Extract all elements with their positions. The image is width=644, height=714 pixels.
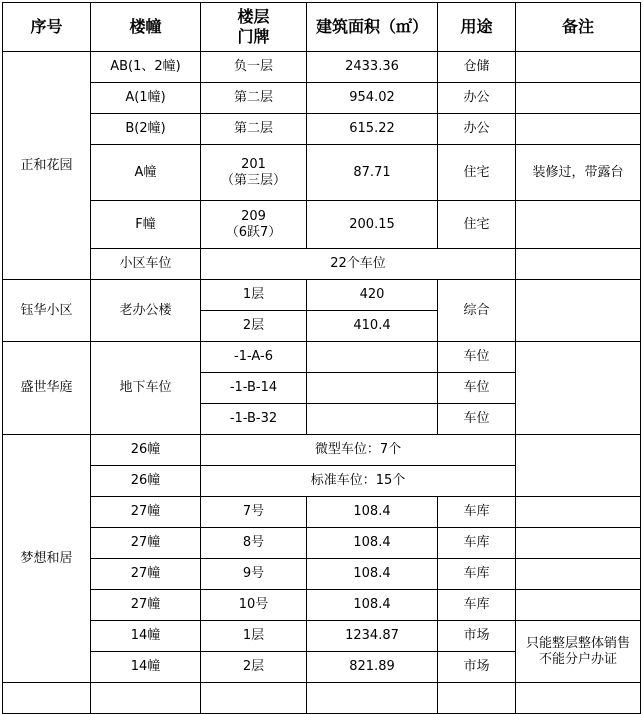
building-cell: B(2幢) bbox=[91, 114, 201, 145]
table-row bbox=[3, 528, 641, 559]
header-seq: 序号 bbox=[3, 3, 91, 52]
area-cell bbox=[307, 404, 438, 435]
building-cell: 14幢 bbox=[91, 652, 201, 683]
table-row bbox=[3, 435, 641, 466]
header-area: 建筑面积（㎡） bbox=[307, 3, 438, 52]
remark-cell bbox=[516, 342, 641, 435]
floor-cell: 9号 bbox=[201, 559, 307, 590]
area-cell: 200.15 bbox=[307, 201, 438, 249]
building-cell: 27幢 bbox=[91, 528, 201, 559]
header-building: 楼幢 bbox=[91, 3, 201, 52]
area-cell: 108.4 bbox=[307, 559, 438, 590]
area-cell: 954.02 bbox=[307, 83, 438, 114]
floor-cell: 209 （6跃7） bbox=[201, 201, 307, 249]
floor-cell: 负一层 bbox=[201, 52, 307, 83]
remark-cell bbox=[516, 201, 641, 249]
remark-cell bbox=[516, 280, 641, 342]
empty-cell bbox=[201, 683, 307, 714]
floor-cell: -1-B-32 bbox=[201, 404, 307, 435]
area-cell: 1234.87 bbox=[307, 621, 438, 652]
floor-cell: 2层 bbox=[201, 652, 307, 683]
floor-cell: 1层 bbox=[201, 280, 307, 311]
group-name: 钰华小区 bbox=[3, 280, 91, 342]
table-row bbox=[3, 201, 641, 249]
usage-cell: 车库 bbox=[438, 497, 516, 528]
building-cell: 小区车位 bbox=[91, 249, 201, 280]
building-cell: 27幢 bbox=[91, 559, 201, 590]
empty-cell bbox=[307, 683, 438, 714]
remark-cell: 装修过，带露台 bbox=[516, 145, 641, 201]
remark-cell bbox=[516, 497, 641, 528]
table-row bbox=[3, 342, 641, 373]
floor-cell: 2层 bbox=[201, 311, 307, 342]
area-cell: 87.71 bbox=[307, 145, 438, 201]
parking-summary-cell: 22个车位 bbox=[201, 249, 516, 280]
header-floor: 楼层 门牌 bbox=[201, 3, 307, 52]
remark-cell bbox=[516, 52, 641, 83]
usage-cell: 车位 bbox=[438, 404, 516, 435]
remark-cell: 只能整层整体销售 不能分户办证 bbox=[516, 621, 641, 683]
area-cell: 108.4 bbox=[307, 528, 438, 559]
property-table bbox=[2, 2, 641, 714]
empty-cell bbox=[438, 683, 516, 714]
remark-cell bbox=[516, 590, 641, 621]
empty-cell bbox=[3, 683, 91, 714]
usage-cell: 仓储 bbox=[438, 52, 516, 83]
table-row bbox=[3, 52, 641, 83]
table-row bbox=[3, 280, 641, 311]
floor-cell: -1-A-6 bbox=[201, 342, 307, 373]
remark-cell bbox=[516, 83, 641, 114]
building-cell: 老办公楼 bbox=[91, 280, 201, 342]
empty-cell bbox=[516, 683, 641, 714]
building-cell: 地下车位 bbox=[91, 342, 201, 435]
floor-cell: 201 （第三层） bbox=[201, 145, 307, 201]
table-row bbox=[3, 114, 641, 145]
usage-cell: 市场 bbox=[438, 652, 516, 683]
header-row bbox=[3, 3, 641, 52]
table-row bbox=[3, 621, 641, 652]
remark-cell bbox=[516, 559, 641, 590]
floor-cell: 7号 bbox=[201, 497, 307, 528]
header-remarks: 备注 bbox=[516, 3, 641, 52]
group-name: 盛世华庭 bbox=[3, 342, 91, 435]
area-cell: 108.4 bbox=[307, 590, 438, 621]
building-cell: 26幢 bbox=[91, 466, 201, 497]
group-name: 正和花园 bbox=[3, 52, 91, 280]
table-row bbox=[3, 559, 641, 590]
remark-cell bbox=[516, 528, 641, 559]
usage-cell: 住宅 bbox=[438, 145, 516, 201]
building-cell: A幢 bbox=[91, 145, 201, 201]
table-row bbox=[3, 590, 641, 621]
usage-cell: 车库 bbox=[438, 590, 516, 621]
building-cell: 26幢 bbox=[91, 435, 201, 466]
usage-cell: 车库 bbox=[438, 528, 516, 559]
area-cell: 2433.36 bbox=[307, 52, 438, 83]
floor-cell: 第二层 bbox=[201, 114, 307, 145]
building-cell: 14幢 bbox=[91, 621, 201, 652]
table-row bbox=[3, 145, 641, 201]
floor-cell: 10号 bbox=[201, 590, 307, 621]
remark-cell bbox=[516, 249, 641, 280]
building-cell: AB(1、2幢) bbox=[91, 52, 201, 83]
usage-cell: 车位 bbox=[438, 342, 516, 373]
floor-cell: 第二层 bbox=[201, 83, 307, 114]
usage-cell: 办公 bbox=[438, 83, 516, 114]
area-cell: 108.4 bbox=[307, 497, 438, 528]
floor-cell: 8号 bbox=[201, 528, 307, 559]
area-cell: 615.22 bbox=[307, 114, 438, 145]
area-cell bbox=[307, 373, 438, 404]
parking-summary-cell: 标准车位：15个 bbox=[201, 466, 516, 497]
building-cell: A(1幢) bbox=[91, 83, 201, 114]
floor-cell: 1层 bbox=[201, 621, 307, 652]
floor-cell: -1-B-14 bbox=[201, 373, 307, 404]
area-cell: 821.89 bbox=[307, 652, 438, 683]
group-name: 梦想和居 bbox=[3, 435, 91, 683]
remark-cell bbox=[516, 435, 641, 497]
table-row bbox=[3, 249, 641, 280]
empty-cell bbox=[91, 683, 201, 714]
area-cell bbox=[307, 342, 438, 373]
building-cell: 27幢 bbox=[91, 497, 201, 528]
usage-cell: 车库 bbox=[438, 559, 516, 590]
parking-summary-cell: 微型车位：7个 bbox=[201, 435, 516, 466]
building-cell: 27幢 bbox=[91, 590, 201, 621]
usage-cell: 住宅 bbox=[438, 201, 516, 249]
usage-cell: 办公 bbox=[438, 114, 516, 145]
remark-cell bbox=[516, 114, 641, 145]
header-usage: 用途 bbox=[438, 3, 516, 52]
usage-cell: 市场 bbox=[438, 621, 516, 652]
usage-cell: 综合 bbox=[438, 280, 516, 342]
table-row bbox=[3, 497, 641, 528]
table-row bbox=[3, 83, 641, 114]
usage-cell: 车位 bbox=[438, 373, 516, 404]
table-row bbox=[3, 683, 641, 714]
building-cell: F幢 bbox=[91, 201, 201, 249]
area-cell: 410.4 bbox=[307, 311, 438, 342]
area-cell: 420 bbox=[307, 280, 438, 311]
